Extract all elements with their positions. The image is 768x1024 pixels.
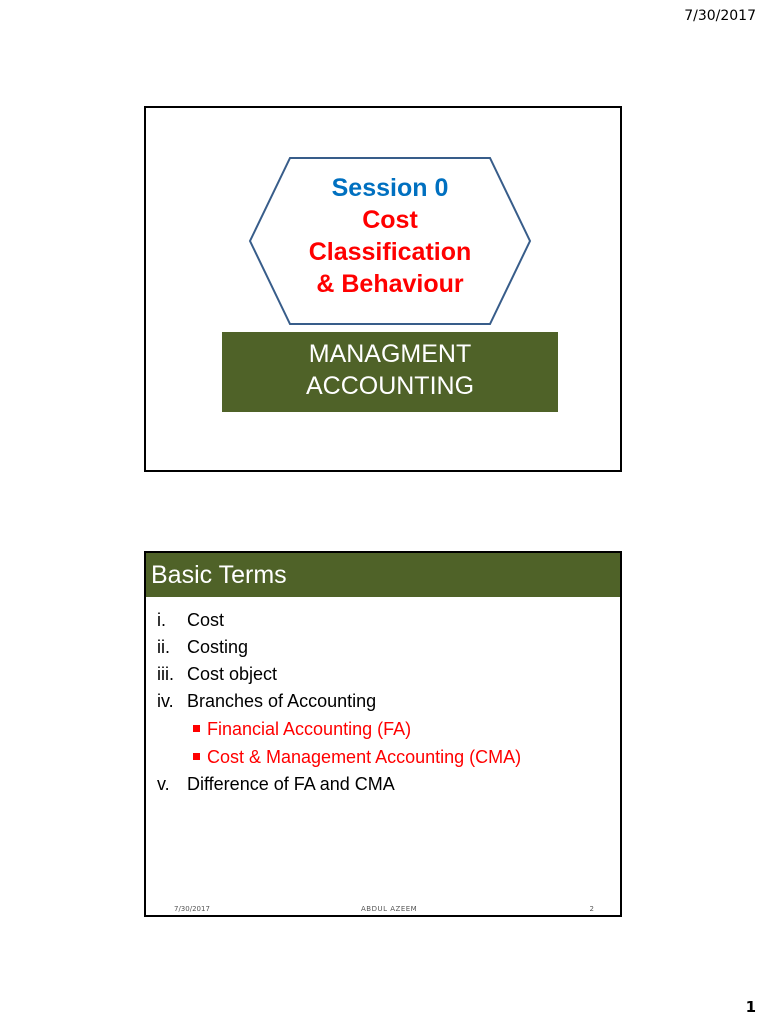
footer-author: ABDUL AZEEM: [361, 905, 418, 913]
item-number: i.: [157, 610, 166, 630]
term-list: [146, 607, 620, 798]
session-label: Session 0: [331, 174, 449, 202]
square-bullet-icon: [193, 753, 200, 760]
footer-slide-number: 2: [589, 905, 594, 913]
sub-item-text: Cost & Management Accounting (CMA): [207, 747, 522, 767]
item-number: iii.: [157, 664, 174, 684]
list-item: [146, 688, 620, 715]
list-item: [146, 634, 620, 661]
square-bullet-icon: [193, 725, 200, 732]
item-text: Cost: [187, 610, 225, 630]
subject-banner: [222, 332, 558, 412]
slide-title: [144, 106, 622, 472]
item-number: v.: [157, 774, 170, 794]
item-text: Costing: [187, 637, 249, 657]
item-text: Difference of FA and CMA: [187, 774, 395, 794]
list-item: [146, 661, 620, 688]
footer-date: 7/30/2017: [174, 905, 210, 913]
banner-line-1: MANAGMENT: [308, 340, 472, 368]
hexagon-text: [248, 172, 532, 300]
item-text: Branches of Accounting: [187, 691, 377, 711]
page-number: 1: [745, 998, 756, 1016]
title-line-2: Classification: [308, 238, 472, 266]
list-item: [146, 607, 620, 634]
page-date: 7/30/2017: [684, 8, 756, 24]
title-line-1: Cost: [362, 206, 418, 234]
item-text: Cost object: [187, 664, 278, 684]
banner-line-2: ACCOUNTING: [305, 372, 475, 400]
item-number: ii.: [157, 637, 170, 657]
sub-item-text: Financial Accounting (FA): [207, 719, 412, 739]
sub-list-item: [146, 743, 620, 771]
list-item: [146, 771, 620, 798]
title-line-3: & Behaviour: [316, 270, 464, 298]
sub-list-item: [146, 715, 620, 743]
slide-header: Basic Terms: [146, 553, 620, 597]
item-number: iv.: [157, 691, 174, 711]
slide-basic-terms: [144, 551, 622, 917]
